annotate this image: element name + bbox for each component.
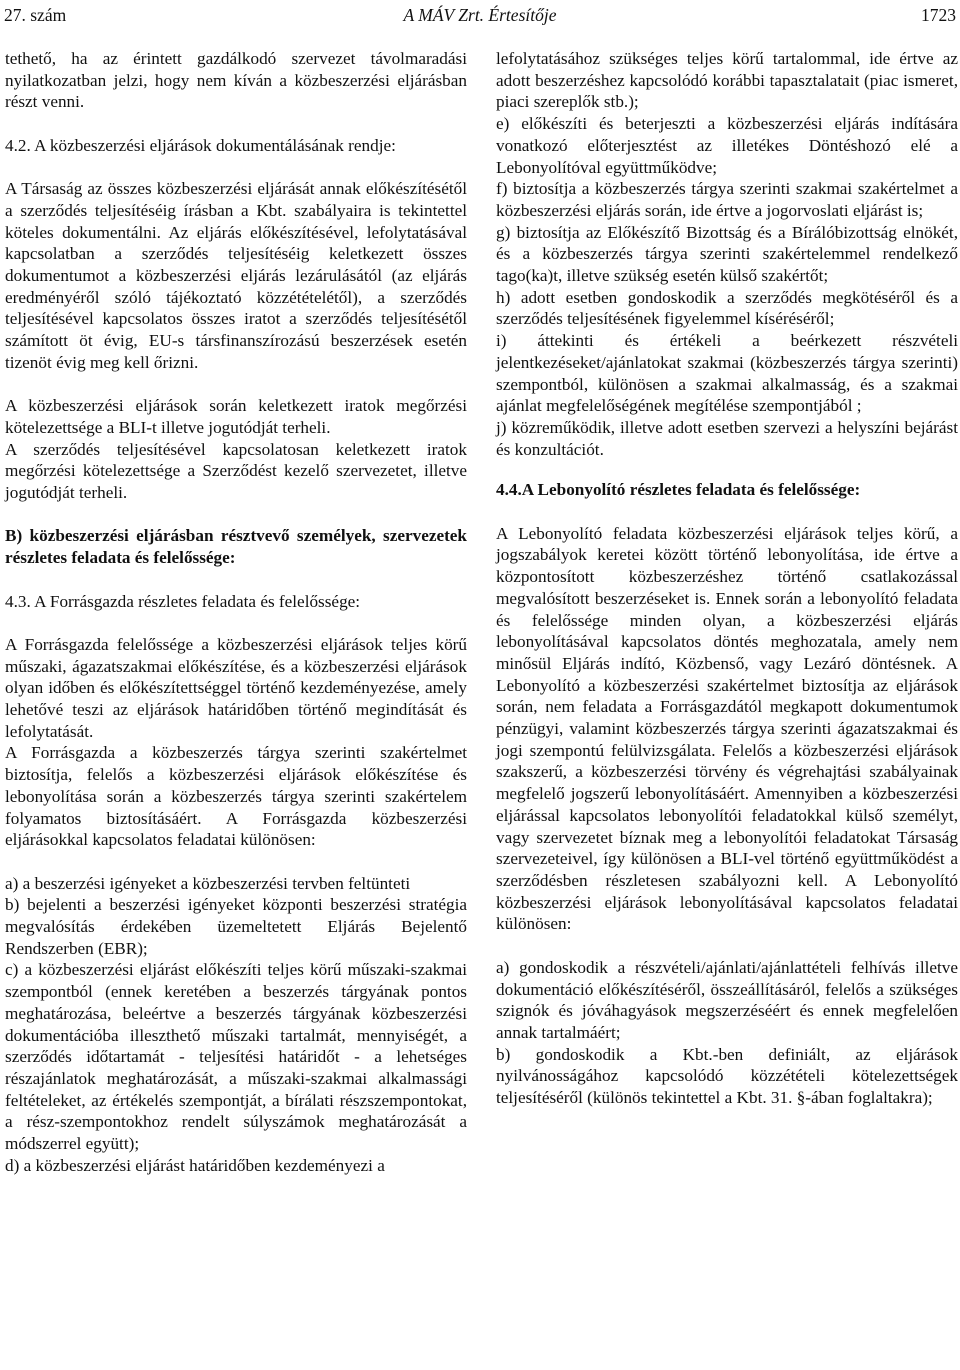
section-heading-4-3: 4.3. A Forrásgazda részletes feladata és felelőssége:	[5, 591, 361, 611]
paragraph: A közbeszerzési eljárások során keletkezett iratok megőrzési kötelezettsége a BLI-t illetve jogutódját terheli.	[5, 396, 467, 437]
paragraph: tethető, ha az érintett gazdálkodó szervezet távolmaradási nyilatkozatban jelzi, hogy nem kíván a közbeszerzési eljárásban részt venni.	[5, 49, 467, 112]
section-heading-b: B) közbeszerzési eljárásban résztvevő személyek, szervezetek részletes feladata és felelőssége:	[5, 526, 467, 568]
page-number: 1723	[921, 5, 956, 25]
list-item-d: d) a közbeszerzési eljárást határidőben kezdeményezi a	[5, 1155, 385, 1175]
page-header	[4, 4, 956, 28]
list-item-i: i) áttekinti és értékeli a beérkezett részvételi jelentkezéseket/ajánlatokat szakmai (közbeszerzés tárgya szerinti) szempontból, különösen a szakmai alkalmasság, és a szakmai ajánlat megfelelőségének megítélése szempontjából ;	[496, 331, 958, 416]
list-item-e: e) előkészíti és beterjeszti a közbeszerzési eljárás indítására vonatkozó előterjesztést az illetékes Döntéshozó elé a Lebonyolítóval együttműködve;	[496, 114, 958, 177]
list-item-a: a) a beszerzési igényeket a közbeszerzési tervben feltünteti	[5, 873, 411, 893]
paragraph: lefolytatásához szükséges teljes körű tartalommal, ide értve az adott beszerzéshez kapcsolódó korábbi tapasztalatait (piac ismeret, piaci szereplők stb.);	[496, 49, 958, 112]
paragraph: A Forrásgazda a közbeszerzés tárgya szerinti szakértelmet biztosítja, felelős a közbeszerzési eljárások előkészítése és lebonyolítása során a közbeszerzés tárgya szerinti szakértelem folyamatos biztosításáért. A Forrásgazda közbeszerzési eljárásokkal kapcsolatos feladatai különösen:	[5, 743, 467, 850]
section-heading-4-2: 4.2. A közbeszerzési eljárások dokumentálásának rendje:	[5, 135, 396, 155]
list-item-f: f) biztosítja a közbeszerzés tárgya szerinti szakmai szakértelmet a közbeszerzési eljárás során, ide értve a jogorvoslati eljárást is;	[496, 179, 958, 220]
issue-number: 27. szám	[4, 5, 67, 25]
list-item-b: b) bejelenti a beszerzési igényeket központi beszerzési stratégia megvalósítás érdekében üzemeltetett Eljárás Bejelentő Rendszerben (EBR);	[5, 895, 467, 958]
publication-title: A MÁV Zrt. Értesítője	[403, 5, 557, 25]
section-heading-4-4: 4.4.A Lebonyolító részletes feladata és felelőssége:	[496, 480, 861, 500]
list-item-c: c) a közbeszerzési eljárást előkészíti teljes körű műszaki-szakmai szempontból (ennek keretében a beszerzés tárgyának pontos meghatározása, beleértve a beszerzés tárgyának közbeszerzési dokumentációba illeszthető műszaki tartalmát, mennyiségét, a szerződés időtartamát - teljesítési határidőt - a lehetséges részajánlatok meghatározását, a műszaki-szakmai alkalmassági feltételeket, az értékelés szempontját, a bírálati részszempontokat, a rész-szempontokhoz rendelt súlyszámok meghatározását a módszerrel együtt);	[5, 960, 467, 1154]
list-item-g: g) biztosítja az Előkészítő Bizottság és a Bírálóbizottság elnökét, és a közbeszerzés tárgya szerinti szakértelemmel rendelkező tago(ka)t, illetve szükség esetén külső szakértőt;	[496, 222, 958, 286]
right-column	[496, 48, 958, 1109]
left-column	[5, 48, 467, 1176]
list-item-a: a) gondoskodik a részvételi/ajánlati/ajánlattételi felhívás illetve dokumentáció előkészítéséről, összeállításáról, felelős a szükséges szignók és jóváhagyások megszerzéséért és ennek megfelelően annak tartalmáért;	[496, 957, 958, 1042]
paragraph: A Forrásgazda felelőssége a közbeszerzési eljárások teljes körű műszaki, ágazatszakmai előkészítése, és a közbeszerzési eljárások olyan időben és előkészítettséggel történő kezdeményezése, amely lehetővé teszi az eljárások határidőben történő megindítását és lefolytatását.	[5, 634, 467, 741]
paragraph: A szerződés teljesítésével kapcsolatosan keletkezett iratok megőrzési kötelezettsége a Szerződést kezelő szervezetet, illetve jogutódját terheli.	[5, 439, 467, 503]
list-item-b: b) gondoskodik a Kbt.-ben definiált, az eljárások nyilvánosságához kapcsolódó közzétételi kötelezettségek teljesítéséről (különös tekintettel a Kbt. 31. §-ában foglaltakra);	[496, 1044, 958, 1108]
list-item-j: j) közreműködik, illetve adott esetben szervezi a helyszíni bejárást és konzultációt.	[496, 417, 958, 459]
paragraph: A Lebonyolító feladata közbeszerzési eljárások teljes körű, a jogszabályok keretei között történő lebonyolítása, ide értve a központosított közbeszerzéshez történő csatlakozással megvalósított beszerzéseket is. Ennek során a lebonyolító feladata és felelőssége minden olyan, a közbeszerzési eljárás lebonyolításával kapcsolatos döntés meghozatala, amely nem minősül Eljárás indító, Közbenső, vagy Lezáró döntésnek. A Lebonyolító a közbeszerzési szakértelmet biztosítja az eljárások során, nem feladata a Forrásgazdától megkapott dokumentumok pénzügyi, valamint közbeszerzés tárgya szerinti ágazatszakmai és jogi szempontú felülvizsgálata. Felelős a közbeszerzési eljárások szakszerű, a közbeszerzési törvény és végrehajtási szabályainak megfelelő jogszerű lebonyolításáért. Amennyiben a közbeszerzési eljárással kapcsolatos lebonyolítói feladatokkal külső személyt, vagy szervezetet bíznak meg a lebonyolítói feladatokat Társaság szervezeteivel, így különösen a BLI-vel történő együttműködést a szerződésben részletesen szabályozni kell. A Lebonyolító közbeszerzési eljárások lebonyolításával kapcsolatos feladatai különösen:	[496, 523, 958, 934]
list-item-h: h) adott esetben gondoskodik a szerződés megkötéséről és a szerződés teljesítésének figyelemmel kíséréséről;	[496, 287, 958, 329]
paragraph: A Társaság az összes közbeszerzési eljárását annak előkészítésétől a szerződés teljesítéséig írásban a Kbt. szabályaira is tekintettel köteles dokumentálni. Az eljárás előkészítésével, lefolytatásával kapcsolatban a szerződés teljesítéséig keletkezett összes dokumentumot a közbeszerzési eljárás lezárulásától (az eljárás eredményéről szóló tájékoztató közzétételétől), a szerződés teljesítésével kapcsolatos összes iratot a szerződés teljesítésétől számított öt évig, EU-s társfinanszírozású beszerzések esetén tizenöt évig meg kell őrizni.	[5, 179, 467, 372]
